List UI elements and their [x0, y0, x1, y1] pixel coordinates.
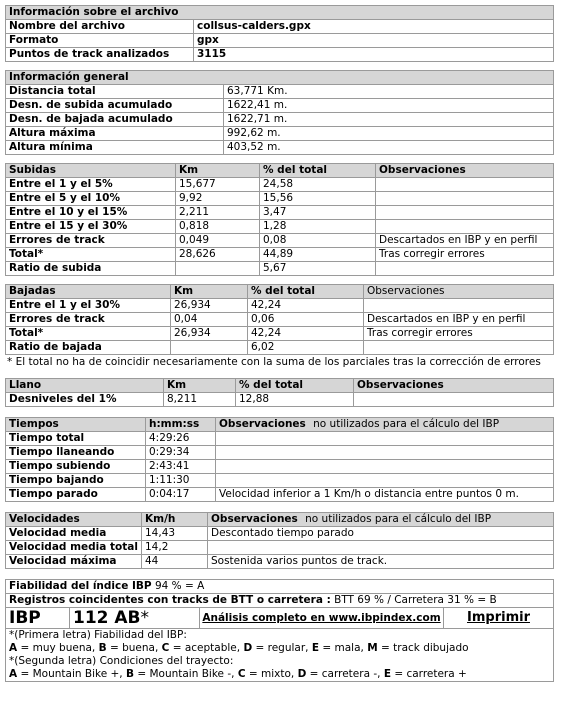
row-label: Errores de track: [6, 313, 171, 327]
table-row: [6, 192, 554, 206]
general-row-value: 1622,41 m.: [224, 99, 554, 113]
file-info-header: Información sobre el archivo: [6, 6, 554, 20]
row-time: 2:43:41: [146, 460, 216, 474]
print-link[interactable]: Imprimir: [444, 608, 554, 629]
row-obs: [376, 192, 554, 206]
row-label: Desniveles del 1%: [6, 393, 164, 407]
legend-key: D: [243, 642, 253, 654]
legend-text: = buena,: [106, 642, 162, 654]
row-obs: Velocidad inferior a 1 Km/h o distancia entre puntos 0 m.: [216, 488, 554, 502]
table-row: [6, 178, 554, 192]
row-label: Tiempo parado: [6, 488, 146, 502]
totals-footnote: * El total no ha de coincidir necesariamente con la suma de los parciales tras la corrección de errores: [7, 356, 541, 368]
obs-note: no utilizados para el cálculo del IBP: [313, 418, 500, 430]
row-label: Velocidad máxima: [6, 555, 142, 569]
legend-key: A: [9, 642, 18, 654]
general-row-value: 63,771 Km.: [224, 85, 554, 99]
row-pct: 15,56: [260, 192, 376, 206]
general-row-label: Desn. de subida acumulado: [6, 99, 224, 113]
climbs-header-obs: Observaciones: [376, 164, 554, 178]
legend-conditions-values: [9, 668, 553, 681]
row-label: Total*: [6, 327, 171, 341]
row-obs: Sostenida varios puntos de track.: [208, 555, 554, 569]
table-row: [6, 248, 554, 262]
track-points-label: Puntos de track analizados: [6, 48, 194, 62]
file-format-value: gpx: [194, 34, 554, 48]
legend-text: = aceptable,: [169, 642, 244, 654]
table-row: [6, 541, 554, 555]
row-label: Entre el 5 y el 10%: [6, 192, 176, 206]
row-km: 28,626: [176, 248, 260, 262]
table-row: [6, 341, 554, 355]
general-row-value: 403,52 m.: [224, 141, 554, 155]
speeds-header-obs: [208, 513, 554, 527]
row-label: Errores de track: [6, 234, 176, 248]
row-obs: Tras corregir errores: [364, 327, 554, 341]
row-label: Total*: [6, 248, 176, 262]
row-km: 8,211: [164, 393, 236, 407]
row-km: 15,677: [176, 178, 260, 192]
legend-reliability-values: [9, 642, 553, 655]
ibp-label: IBP: [6, 608, 70, 629]
legend-cell: [6, 629, 554, 682]
flat-header-obs: Observaciones: [354, 379, 554, 393]
legend-key: D: [297, 668, 307, 680]
row-km: 26,934: [171, 327, 248, 341]
descents-header-obs: Observaciones: [364, 285, 554, 299]
table-row: [6, 393, 554, 407]
row-obs: Tras corregir errores: [376, 248, 554, 262]
row-km: 0,04: [171, 313, 248, 327]
track-points-value: 3115: [194, 48, 554, 62]
row-obs: Descartados en IBP y en perfil: [364, 313, 554, 327]
general-row-label: Distancia total: [6, 85, 224, 99]
row-pct: 0,06: [248, 313, 364, 327]
ibp-score-value: 112 AB: [73, 608, 141, 628]
row-label: Entre el 1 y el 30%: [6, 299, 171, 313]
table-row: [6, 460, 554, 474]
ibp-report: [5, 5, 553, 682]
times-header-name: Tiempos: [6, 418, 146, 432]
descents-header-km: Km: [171, 285, 248, 299]
descents-table: [5, 284, 554, 355]
table-row: [6, 206, 554, 220]
row-pct: 42,24: [248, 327, 364, 341]
table-row: [6, 488, 554, 502]
row-speed: 44: [142, 555, 208, 569]
legend-key: E: [383, 668, 391, 680]
row-pct: 6,02: [248, 341, 364, 355]
legend-text: = mala,: [319, 642, 368, 654]
row-label: Entre el 15 y el 30%: [6, 220, 176, 234]
descents-header-pct: % del total: [248, 285, 364, 299]
row-pct: 1,28: [260, 220, 376, 234]
matching-records-value: BTT 69 % / Carretera 31 % = B: [334, 594, 497, 606]
legend-text: = mixto,: [245, 668, 298, 680]
row-time: 0:29:34: [146, 446, 216, 460]
general-row-value: 992,62 m.: [224, 127, 554, 141]
row-label: Velocidad media: [6, 527, 142, 541]
row-km: 26,934: [171, 299, 248, 313]
legend-reliability-title: *(Primera letra) Fiabilidad del IBP:: [9, 629, 187, 641]
reliability-row: [6, 580, 554, 594]
table-row: [6, 220, 554, 234]
legend-text: = Mountain Bike +,: [17, 668, 126, 680]
row-pct: 12,88: [236, 393, 354, 407]
file-name-label: Nombre del archivo: [6, 20, 194, 34]
row-obs: Descontado tiempo parado: [208, 527, 554, 541]
legend-key: M: [367, 642, 378, 654]
times-header-obs: [216, 418, 554, 432]
row-label: Ratio de bajada: [6, 341, 171, 355]
row-pct: 0,08: [260, 234, 376, 248]
row-km: 2,211: [176, 206, 260, 220]
times-table: [5, 417, 554, 502]
row-obs: [376, 262, 554, 276]
flat-header-km: Km: [164, 379, 236, 393]
matching-records-label: Registros coincidentes con tracks de BTT o carretera :: [9, 594, 331, 606]
flat-header-name: Llano: [6, 379, 164, 393]
row-pct: 3,47: [260, 206, 376, 220]
speeds-header-unit: Km/h: [142, 513, 208, 527]
table-row: [6, 262, 554, 276]
row-pct: 44,89: [260, 248, 376, 262]
climbs-header-pct: % del total: [260, 164, 376, 178]
row-km: 9,92: [176, 192, 260, 206]
file-info-table: [5, 5, 554, 62]
row-label: Ratio de subida: [6, 262, 176, 276]
matching-records-row: [6, 594, 554, 608]
row-obs: [216, 474, 554, 488]
legend-text: = carretera +: [391, 668, 467, 680]
row-obs: [216, 460, 554, 474]
legend-text: = track dibujado: [377, 642, 469, 654]
row-speed: 14,43: [142, 527, 208, 541]
climbs-table: [5, 163, 554, 276]
legend-key: C: [161, 642, 170, 654]
row-obs: [376, 178, 554, 192]
legend-key: C: [237, 668, 246, 680]
table-row: [6, 313, 554, 327]
times-header-unit: h:mm:ss: [146, 418, 216, 432]
legend-text: = carretera -,: [306, 668, 384, 680]
row-obs: [364, 299, 554, 313]
row-pct: 24,58: [260, 178, 376, 192]
speeds-table: [5, 512, 554, 569]
row-pct: 5,67: [260, 262, 376, 276]
row-label: Tiempo total: [6, 432, 146, 446]
row-label: Tiempo bajando: [6, 474, 146, 488]
row-obs: [216, 446, 554, 460]
full-analysis-link[interactable]: Análisis completo en www.ibpindex.com: [200, 608, 444, 629]
row-obs: [216, 432, 554, 446]
row-km: [176, 262, 260, 276]
legend-text: = regular,: [252, 642, 312, 654]
flat-header-pct: % del total: [236, 379, 354, 393]
file-name-value: collsus-calders.gpx: [194, 20, 554, 34]
table-row: [6, 555, 554, 569]
legend-key: E: [311, 642, 320, 654]
legend-key: A: [9, 668, 18, 680]
row-obs: [364, 341, 554, 355]
general-row-label: Altura mínima: [6, 141, 224, 155]
reliability-value: 94 % = A: [154, 580, 205, 592]
legend-text: = muy buena,: [17, 642, 99, 654]
row-time: 1:11:30: [146, 474, 216, 488]
table-row: [6, 234, 554, 248]
row-km: [171, 341, 248, 355]
climbs-header-km: Km: [176, 164, 260, 178]
legend-key: B: [125, 668, 134, 680]
general-row-value: 1622,71 m.: [224, 113, 554, 127]
row-obs: [208, 541, 554, 555]
ibp-score: [70, 608, 200, 629]
general-info-header: Información general: [6, 71, 554, 85]
obs-label: Observaciones: [211, 513, 298, 525]
descents-header-name: Bajadas: [6, 285, 171, 299]
table-row: [6, 474, 554, 488]
row-label: Entre el 1 y el 5%: [6, 178, 176, 192]
row-pct: 42,24: [248, 299, 364, 313]
legend-key: B: [98, 642, 107, 654]
general-info-table: [5, 70, 554, 155]
row-time: 4:29:26: [146, 432, 216, 446]
row-label: Entre el 10 y el 15%: [6, 206, 176, 220]
row-time: 0:04:17: [146, 488, 216, 502]
table-row: [6, 527, 554, 541]
file-format-label: Formato: [6, 34, 194, 48]
row-obs: [354, 393, 554, 407]
row-label: Velocidad media total: [6, 541, 142, 555]
row-obs: Descartados en IBP y en perfil: [376, 234, 554, 248]
table-row: [6, 299, 554, 313]
reliability-label: Fiabilidad del índice IBP: [9, 580, 152, 592]
row-obs: [376, 220, 554, 234]
row-km: 0,818: [176, 220, 260, 234]
obs-label: Observaciones: [219, 418, 306, 430]
row-speed: 14,2: [142, 541, 208, 555]
row-km: 0,049: [176, 234, 260, 248]
row-label: Tiempo subiendo: [6, 460, 146, 474]
legend-text: = Mountain Bike -,: [133, 668, 238, 680]
climbs-header-name: Subidas: [6, 164, 176, 178]
ibp-summary-table: [5, 579, 554, 682]
obs-note: no utilizados para el cálculo del IBP: [305, 513, 492, 525]
row-label: Tiempo llaneando: [6, 446, 146, 460]
row-obs: [376, 206, 554, 220]
table-row: [6, 327, 554, 341]
legend-conditions-title: *(Segunda letra) Condiciones del trayecto:: [9, 655, 234, 667]
speeds-header-name: Velocidades: [6, 513, 142, 527]
general-row-label: Altura máxima: [6, 127, 224, 141]
table-row: [6, 432, 554, 446]
flat-table: [5, 378, 554, 407]
ibp-score-footnote-mark: *: [140, 608, 150, 628]
general-row-label: Desn. de bajada acumulado: [6, 113, 224, 127]
table-row: [6, 446, 554, 460]
